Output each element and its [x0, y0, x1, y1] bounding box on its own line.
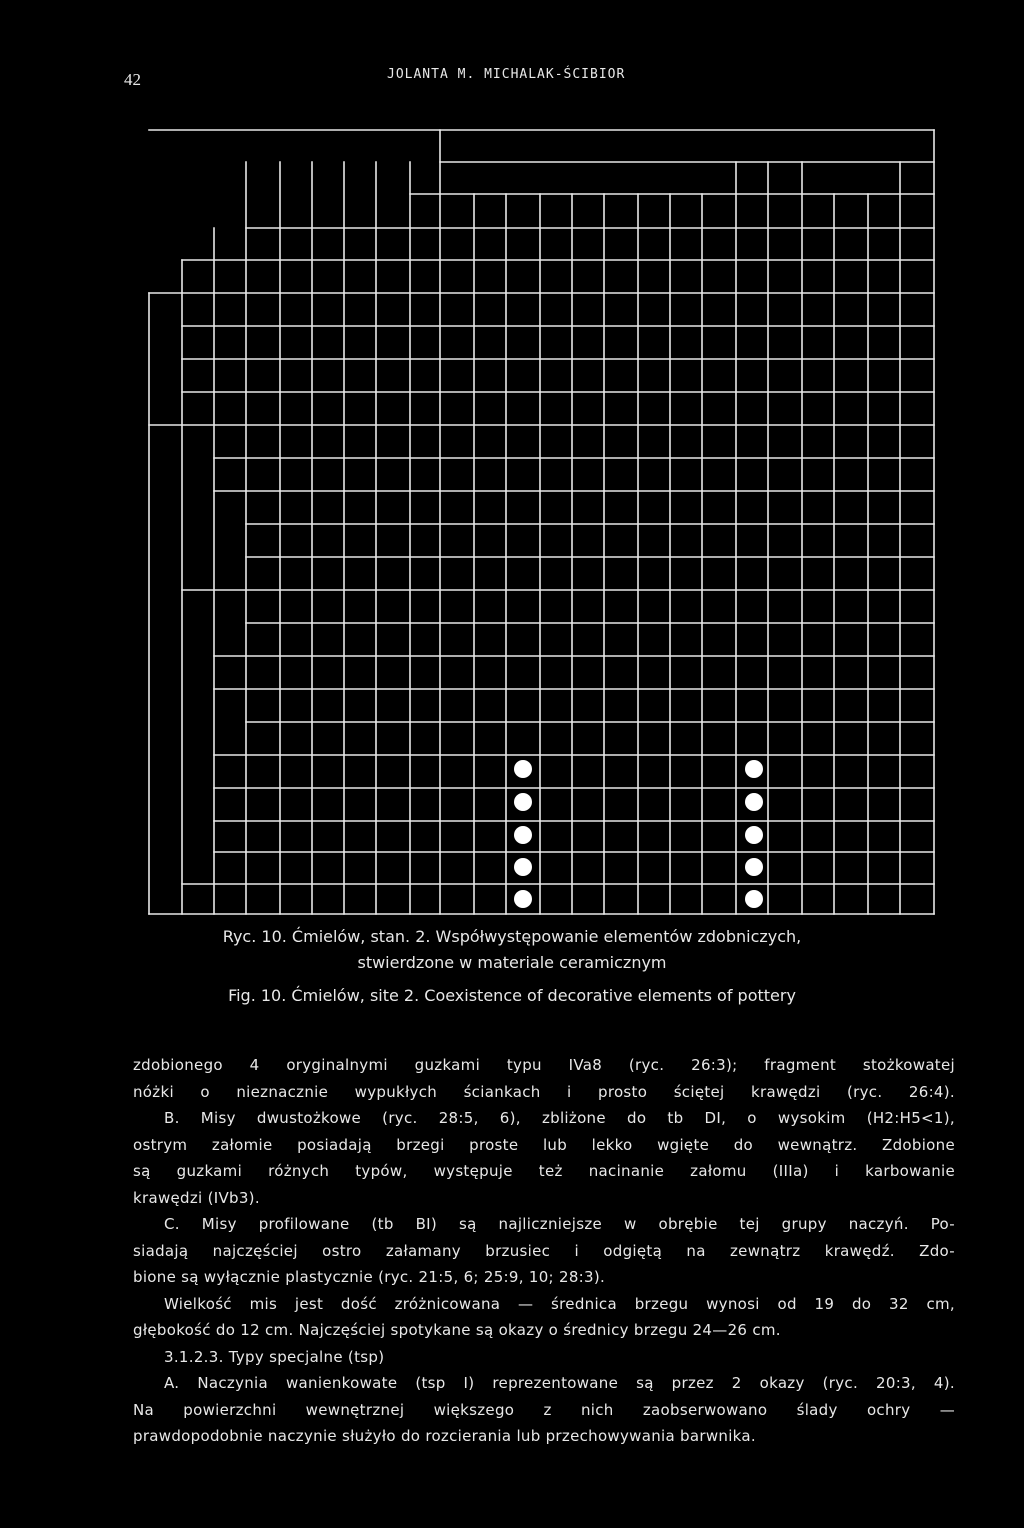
text-line: Wielkość mis jest dość zróżnicowana — średnica brzegu wynosi od 19 do 32 cm,	[164, 1294, 955, 1313]
coexistence-dot	[514, 793, 532, 811]
body-text	[133, 1052, 955, 1450]
text-line: C. Misy profilowane (tb BI) są najliczniejsze w obrębie tej grupy naczyń. Po-	[164, 1215, 955, 1233]
text-line: prawdopodobnie naczynie służyło do rozcierania lub przechowywania barwnika.	[133, 1427, 756, 1445]
text-line: zdobionego 4 oryginalnymi guzkami typu IVa8 (ryc. 26:3); fragment stożkowatej	[133, 1056, 955, 1074]
text-line: B. Misy dwustożkowe (ryc. 28:5, 6), zbliżone do tb DI, o wysokim (H2:H5<1),	[164, 1109, 955, 1127]
coexistence-dot	[514, 858, 532, 876]
section-heading: 3.1.2.3. Typy specjalne (tsp)	[164, 1347, 385, 1366]
coexistence-dot	[514, 890, 532, 908]
coexistence-dot	[514, 826, 532, 844]
text-line: Na powierzchni wewnętrznej większego z nich zaobserwowano ślady ochry —	[133, 1400, 955, 1419]
text-line: krawędzi (IVb3).	[133, 1188, 260, 1207]
coexistence-dot	[745, 793, 763, 811]
text-line: bione są wyłącznie plastycznie (ryc. 21:5, 6; 25:9, 10; 28:3).	[133, 1268, 606, 1286]
text-line: ostrym załomie posiadają brzegi proste lub lekko wgięte do wewnątrz. Zdobione	[133, 1135, 955, 1154]
figure-caption-english: Fig. 10. Ćmielów, site 2. Coexistence of decorative elements of pottery	[228, 986, 796, 1005]
text-line: nóżki o nieznacznie wypukłych ściankach i prosto ściętej krawędzi (ryc. 26:4).	[133, 1082, 955, 1101]
coexistence-dot	[745, 890, 763, 908]
figure-caption-polish-line-1: Ryc. 10. Ćmielów, stan. 2. Współwystępowanie elementów zdobniczych,	[222, 927, 802, 946]
text-line: siadają najczęściej ostro załamany brzusiec i odgiętą na zewnątrz krawędź. Zdo-	[133, 1241, 955, 1260]
running-head: JOLANTA M. MICHALAK-ŚCIBIOR	[387, 67, 626, 82]
coexistence-dot	[514, 760, 532, 778]
page-number: 42	[124, 70, 141, 89]
figure-caption-polish-line-2: stwierdzone w materiale ceramicznym	[357, 953, 667, 972]
coexistence-dot	[745, 760, 763, 778]
text-line: głębokość do 12 cm. Najczęściej spotykane są okazy o średnicy brzegu 24—26 cm.	[133, 1321, 781, 1339]
coexistence-dot	[745, 858, 763, 876]
text-line: A. Naczynia wanienkowate (tsp I) reprezentowane są przez 2 okazy (ryc. 20:3, 4).	[164, 1374, 955, 1392]
coexistence-dot	[745, 826, 763, 844]
text-line: są guzkami różnych typów, występuje też nacinanie załomu (IIIa) i karbowanie	[133, 1162, 955, 1180]
